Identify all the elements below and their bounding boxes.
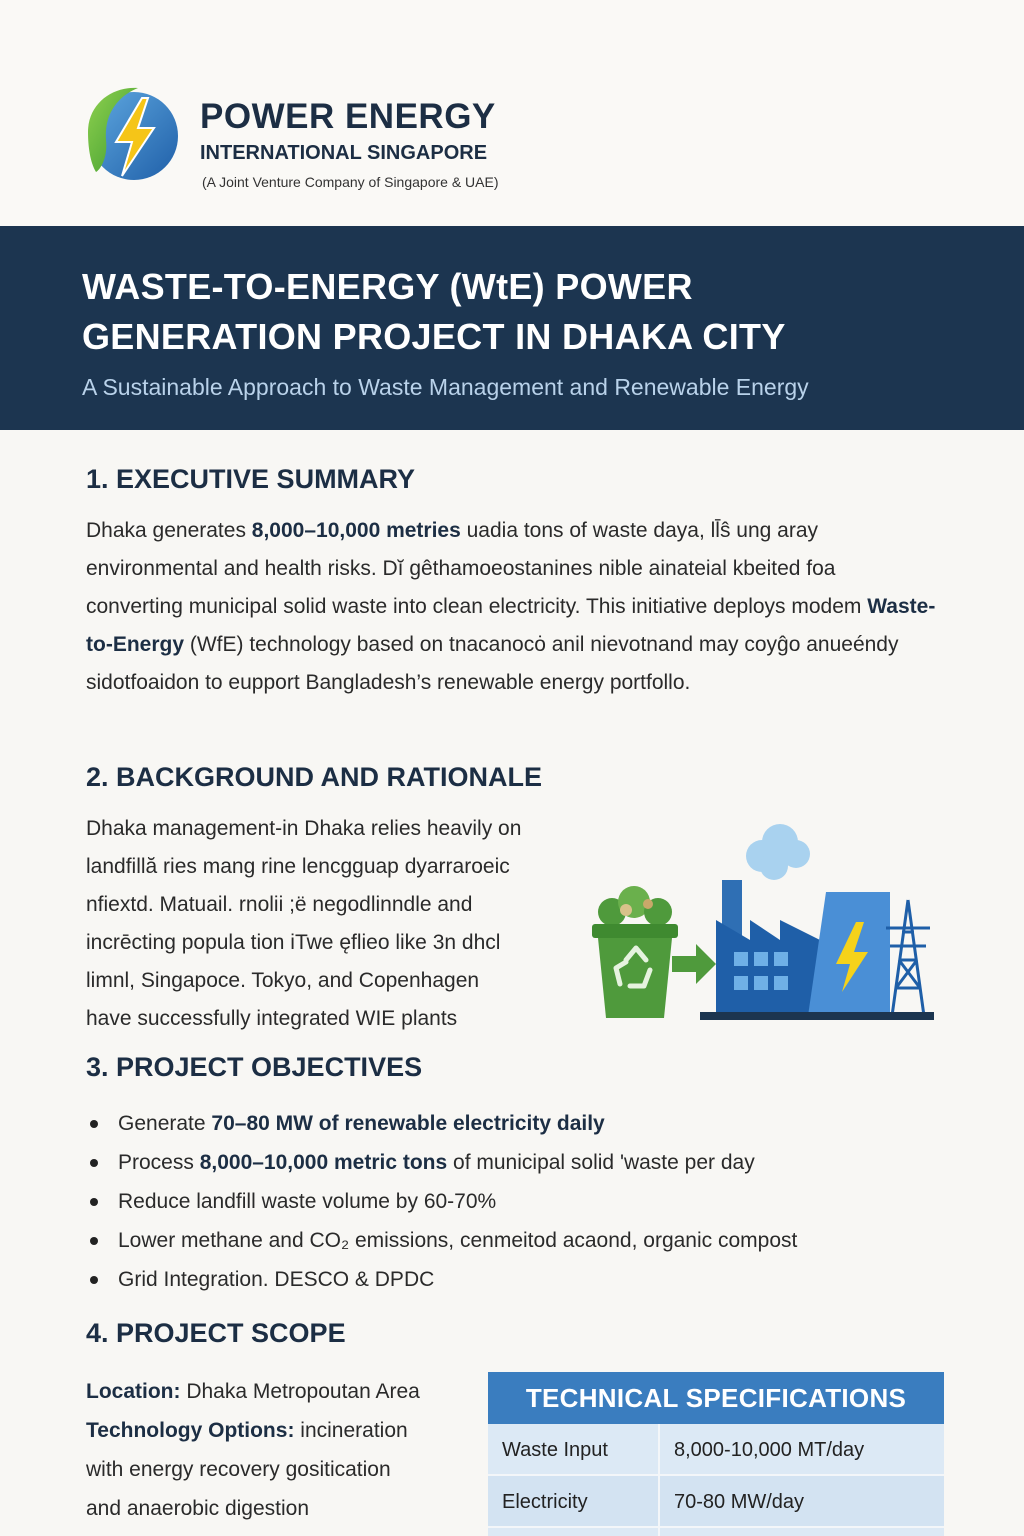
waste-to-energy-illustration: [590, 820, 940, 1030]
scope-text: [86, 1372, 476, 1528]
scope-heading: 4. PROJECT SCOPE: [86, 1318, 346, 1348]
company-subname: INTERNATIONAL SINGAPORE: [200, 142, 488, 164]
ground-line: [700, 1012, 934, 1020]
objectives-list: [86, 1104, 797, 1299]
table-row: [488, 1424, 944, 1476]
location-value: Dhaka Metropoutan Area: [180, 1380, 420, 1403]
executive-summary-heading: 1. EXECUTIVE SUMMARY: [86, 464, 416, 494]
item-bold: 8,000–10,000 metric tons: [199, 1151, 448, 1174]
table-row: [488, 1476, 944, 1528]
scope-technology: [86, 1411, 476, 1450]
smoke-cloud-icon: [746, 824, 810, 880]
company-name: POWER ENERGY: [200, 97, 496, 136]
specs-title: TECHNICAL SPECIFICATIONS: [488, 1372, 944, 1424]
background-text: [86, 810, 586, 1038]
spec-key: Waste Input: [488, 1424, 660, 1474]
background-heading: 2. BACKGROUND AND RATIONALE: [86, 762, 542, 792]
list-item: [86, 1143, 797, 1182]
scope-location: [86, 1372, 476, 1411]
item-text: Grid Integration. DESCO & DPDC: [118, 1268, 435, 1291]
summary-text-2: uadia tons of waste daya, ll̄ŝ ung aray environmental and health risks. Dĭ gêthamoeostanines nible ainateial kbeited foa converting municipal solid waste into clean electricity. This initiative deploys modem: [86, 519, 868, 618]
company-logo-icon: [82, 84, 182, 184]
banner-title-line1: WASTE-TO-ENERGY (WtE) POWER: [82, 266, 693, 307]
scope-technology-line: and anaerobic digestion: [86, 1497, 310, 1520]
page-header: [0, 0, 1024, 226]
background-line: limnl, Singapoce. Tokyo, and Copenhagen: [86, 969, 480, 992]
spec-key: Electricity: [488, 1476, 660, 1526]
banner-subtitle: A Sustainable Approach to Waste Management and Renewable Energy: [82, 374, 809, 400]
spec-value: 8,000-10,000 MT/day: [660, 1424, 944, 1474]
scope-technology-line: with energy recovery gositication: [86, 1458, 391, 1481]
item-text: Lower methane and CO₂ emissions, cenmeitod acaond, organic compost: [118, 1229, 798, 1252]
location-label: Location:: [86, 1380, 181, 1403]
item-text: of municipal solid 'waste per day: [447, 1151, 755, 1174]
table-row-partial: [488, 1528, 944, 1536]
summary-bold-2: Waste-to-Energy: [86, 595, 936, 656]
technical-specifications-table: [488, 1372, 944, 1536]
background-line: landfillă ries mang rine lencgguap dyarraroeic: [86, 855, 510, 878]
summary-text-3: (WfE) technology based on tnacanocȯ anil nievotnand may coyĝo anueéndy sidotfoaidon to eupport Bangladesh’s renewable energy portfollo.: [86, 633, 899, 694]
objectives-heading: 3. PROJECT OBJECTIVES: [86, 1052, 423, 1082]
spec-value-empty: [660, 1528, 944, 1536]
item-text: Process: [118, 1151, 200, 1174]
summary-bold-1: 8,000–10,000 metries: [251, 519, 461, 542]
item-text: Generate: [118, 1112, 212, 1135]
recycling-bin-icon: [592, 886, 678, 1018]
technology-value: incineration: [294, 1419, 408, 1442]
banner-title-line2: GENERATION PROJECT IN DHAKA CITY: [82, 316, 786, 357]
spec-key-empty: [488, 1528, 660, 1536]
background-line: nfiextd. Matuail. rnolii ;ë negodlinndle and: [86, 893, 473, 916]
background-line: incrēcting popula tion iTwe ęflieo like 3n dhcl: [86, 931, 501, 954]
list-item: [86, 1182, 797, 1221]
item-bold: 70–80 MW of renewable electricity daily: [211, 1112, 605, 1135]
technology-label: Technology Options:: [86, 1419, 295, 1442]
list-item: [86, 1104, 797, 1143]
executive-summary-text: [86, 512, 936, 702]
background-line: Dhaka management-in Dhaka relies heavily on: [86, 817, 522, 840]
power-tower-icon: [886, 900, 930, 1016]
spec-value: 70-80 MW/day: [660, 1476, 944, 1526]
summary-text-1: Dhaka generates: [86, 519, 252, 542]
factory-icon: [716, 880, 820, 1016]
item-text: Reduce landfill waste volume by 60-70%: [118, 1190, 497, 1213]
energy-panel-icon: [808, 892, 890, 1016]
list-item: [86, 1260, 797, 1299]
arrow-icon: [672, 944, 716, 984]
title-banner: [0, 226, 1024, 430]
list-item: [86, 1221, 797, 1260]
company-tagline: (A Joint Venture Company of Singapore & UAE): [202, 174, 499, 190]
background-line: have successfully integrated WIE plants: [86, 1007, 458, 1030]
